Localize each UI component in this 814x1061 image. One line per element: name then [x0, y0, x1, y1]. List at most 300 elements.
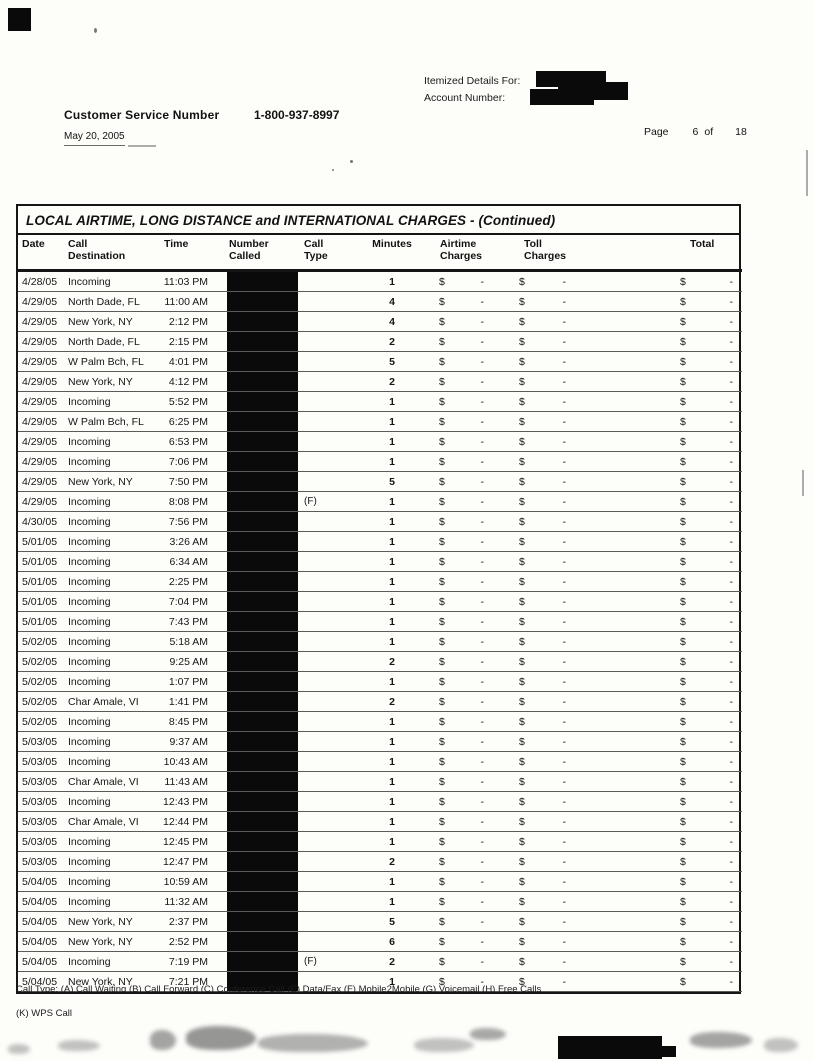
cell-time: 12:47 PM	[156, 852, 222, 872]
cell-airtime-charges	[426, 572, 510, 592]
currency-symbol: $	[439, 415, 445, 428]
cell-minutes: 1	[358, 732, 426, 752]
zero-amount: -	[562, 535, 566, 548]
cell-destination: Char Amale, VI	[64, 772, 156, 792]
cell-time: 10:59 AM	[156, 872, 222, 892]
zero-amount: -	[480, 755, 484, 768]
currency-symbol: $	[680, 955, 686, 968]
currency-symbol: $	[680, 355, 686, 368]
cell-destination: W Palm Bch, FL	[64, 352, 156, 372]
cell-number-called	[222, 912, 300, 932]
cell-toll-charges	[510, 652, 606, 672]
zero-amount: -	[480, 515, 484, 528]
cell-destination: Incoming	[64, 732, 156, 752]
zero-amount: -	[729, 415, 733, 428]
cell-call-type	[300, 872, 358, 892]
redaction-box	[227, 832, 298, 851]
cell-destination: Incoming	[64, 552, 156, 572]
cell-date: 5/02/05	[18, 672, 64, 692]
cell-destination: Incoming	[64, 872, 156, 892]
cell-airtime-charges	[426, 692, 510, 712]
zero-amount: -	[729, 575, 733, 588]
zero-amount: -	[729, 735, 733, 748]
cell-airtime-charges	[426, 472, 510, 492]
call-row	[18, 652, 742, 672]
cell-date: 5/01/05	[18, 552, 64, 572]
cell-call-type	[300, 692, 358, 712]
cell-minutes: 1	[358, 632, 426, 652]
cell-time: 7:56 PM	[156, 512, 222, 532]
cell-minutes: 5	[358, 352, 426, 372]
cell-number-called	[222, 772, 300, 792]
scan-mark	[806, 150, 808, 196]
currency-symbol: $	[439, 595, 445, 608]
currency-symbol: $	[519, 935, 525, 948]
cell-date: 5/04/05	[18, 872, 64, 892]
zero-amount: -	[562, 715, 566, 728]
cell-call-type	[300, 792, 358, 812]
zero-amount: -	[562, 435, 566, 448]
cell-number-called	[222, 452, 300, 472]
cell-call-type	[300, 812, 358, 832]
zero-amount: -	[729, 895, 733, 908]
cell-minutes: 1	[358, 612, 426, 632]
cell-time: 7:21 PM	[156, 972, 222, 992]
scan-smudge	[690, 1032, 752, 1048]
currency-symbol: $	[439, 895, 445, 908]
cell-number-called	[222, 432, 300, 452]
cell-number-called	[222, 792, 300, 812]
cell-call-type	[300, 512, 358, 532]
cell-toll-charges	[510, 332, 606, 352]
cell-destination: Incoming	[64, 712, 156, 732]
wps-note: (K) WPS Call	[16, 1008, 72, 1019]
cell-total	[606, 912, 742, 932]
call-row	[18, 332, 742, 352]
cell-number-called	[222, 292, 300, 312]
currency-symbol: $	[680, 675, 686, 688]
call-row	[18, 592, 742, 612]
call-row	[18, 512, 742, 532]
cell-time: 7:43 PM	[156, 612, 222, 632]
zero-amount: -	[729, 695, 733, 708]
zero-amount: -	[562, 655, 566, 668]
cell-date: 4/29/05	[18, 332, 64, 352]
redaction-box	[227, 692, 298, 711]
zero-amount: -	[562, 515, 566, 528]
zero-amount: -	[562, 775, 566, 788]
cell-date: 5/03/05	[18, 752, 64, 772]
call-row	[18, 412, 742, 432]
currency-symbol: $	[519, 795, 525, 808]
zero-amount: -	[562, 495, 566, 508]
call-row	[18, 672, 742, 692]
cell-call-type	[300, 332, 358, 352]
cell-number-called	[222, 732, 300, 752]
zero-amount: -	[729, 715, 733, 728]
zero-amount: -	[729, 915, 733, 928]
redaction-box	[227, 312, 298, 331]
call-row	[18, 352, 742, 372]
cell-number-called	[222, 652, 300, 672]
cell-total	[606, 292, 742, 312]
currency-symbol: $	[680, 575, 686, 588]
cell-date: 4/29/05	[18, 452, 64, 472]
cell-minutes: 1	[358, 452, 426, 472]
currency-symbol: $	[439, 795, 445, 808]
cell-toll-charges	[510, 452, 606, 472]
zero-amount: -	[562, 695, 566, 708]
zero-amount: -	[729, 555, 733, 568]
cell-total	[606, 332, 742, 352]
zero-amount: -	[480, 695, 484, 708]
cell-call-type	[300, 732, 358, 752]
cell-destination: Incoming	[64, 532, 156, 552]
cell-date: 5/01/05	[18, 612, 64, 632]
scan-smudge	[8, 1044, 30, 1054]
currency-symbol: $	[680, 855, 686, 868]
currency-symbol: $	[519, 915, 525, 928]
currency-symbol: $	[439, 695, 445, 708]
cell-total	[606, 772, 742, 792]
customer-service-label: Customer Service Number	[64, 108, 220, 122]
cell-time: 6:34 AM	[156, 552, 222, 572]
call-table-body	[18, 271, 742, 992]
account-number-label: Account Number:	[424, 92, 506, 104]
redaction-box	[227, 672, 298, 691]
zero-amount: -	[729, 675, 733, 688]
currency-symbol: $	[439, 335, 445, 348]
cell-call-type	[300, 912, 358, 932]
cell-number-called	[222, 952, 300, 972]
cell-airtime-charges	[426, 792, 510, 812]
col-minutes: Minutes	[358, 235, 426, 271]
currency-symbol: $	[680, 655, 686, 668]
cell-total	[606, 412, 742, 432]
call-row	[18, 612, 742, 632]
cell-total	[606, 892, 742, 912]
cell-date: 5/04/05	[18, 932, 64, 952]
zero-amount: -	[480, 935, 484, 948]
cell-toll-charges	[510, 672, 606, 692]
zero-amount: -	[480, 555, 484, 568]
currency-symbol: $	[519, 395, 525, 408]
zero-amount: -	[562, 575, 566, 588]
zero-amount: -	[729, 495, 733, 508]
redaction-box	[227, 632, 298, 651]
cell-toll-charges	[510, 692, 606, 712]
zero-amount: -	[480, 915, 484, 928]
zero-amount: -	[729, 855, 733, 868]
cell-toll-charges	[510, 572, 606, 592]
cell-call-type	[300, 552, 358, 572]
cell-total	[606, 952, 742, 972]
currency-symbol: $	[519, 555, 525, 568]
zero-amount: -	[480, 975, 484, 988]
cell-destination: Incoming	[64, 392, 156, 412]
redaction-box	[227, 612, 298, 631]
cell-minutes: 2	[358, 952, 426, 972]
cell-date: 5/02/05	[18, 712, 64, 732]
cell-time: 11:43 AM	[156, 772, 222, 792]
zero-amount: -	[480, 855, 484, 868]
cell-minutes: 2	[358, 372, 426, 392]
currency-symbol: $	[519, 635, 525, 648]
currency-symbol: $	[680, 775, 686, 788]
cell-toll-charges	[510, 412, 606, 432]
zero-amount: -	[562, 835, 566, 848]
call-row	[18, 932, 742, 952]
cell-minutes: 6	[358, 932, 426, 952]
cell-call-type	[300, 432, 358, 452]
currency-symbol: $	[519, 295, 525, 308]
cell-destination: North Dade, FL	[64, 332, 156, 352]
currency-symbol: $	[439, 635, 445, 648]
call-row	[18, 812, 742, 832]
redaction-box	[227, 352, 298, 371]
cell-airtime-charges	[426, 292, 510, 312]
cell-time: 12:43 PM	[156, 792, 222, 812]
call-row	[18, 632, 742, 652]
cell-total	[606, 692, 742, 712]
page-total: 18	[735, 126, 747, 138]
zero-amount: -	[562, 875, 566, 888]
cell-minutes: 1	[358, 892, 426, 912]
cell-total	[606, 592, 742, 612]
cell-airtime-charges	[426, 912, 510, 932]
redaction-box	[558, 1036, 662, 1059]
call-row	[18, 752, 742, 772]
zero-amount: -	[480, 435, 484, 448]
cell-total	[606, 672, 742, 692]
cell-call-type: (F)	[300, 952, 358, 972]
redaction-box	[227, 372, 298, 391]
cell-call-type	[300, 932, 358, 952]
zero-amount: -	[562, 635, 566, 648]
zero-amount: -	[729, 335, 733, 348]
zero-amount: -	[729, 455, 733, 468]
cell-minutes: 5	[358, 472, 426, 492]
currency-symbol: $	[519, 755, 525, 768]
cell-minutes: 1	[358, 972, 426, 992]
cell-total	[606, 972, 742, 992]
cell-airtime-charges	[426, 612, 510, 632]
currency-symbol: $	[439, 655, 445, 668]
currency-symbol: $	[439, 395, 445, 408]
currency-symbol: $	[680, 635, 686, 648]
cell-airtime-charges	[426, 812, 510, 832]
zero-amount: -	[729, 935, 733, 948]
currency-symbol: $	[680, 895, 686, 908]
zero-amount: -	[729, 295, 733, 308]
cell-number-called	[222, 752, 300, 772]
cell-time: 7:50 PM	[156, 472, 222, 492]
zero-amount: -	[562, 295, 566, 308]
scan-mark	[128, 145, 156, 147]
call-row	[18, 372, 742, 392]
scan-speck	[332, 169, 334, 171]
currency-symbol: $	[519, 435, 525, 448]
cell-number-called	[222, 312, 300, 332]
cell-call-type	[300, 572, 358, 592]
zero-amount: -	[729, 875, 733, 888]
zero-amount: -	[729, 435, 733, 448]
cell-toll-charges	[510, 552, 606, 572]
cell-total	[606, 492, 742, 512]
cell-time: 8:45 PM	[156, 712, 222, 732]
currency-symbol: $	[519, 415, 525, 428]
col-call-type: Call Type	[300, 235, 358, 271]
currency-symbol: $	[519, 815, 525, 828]
redaction-box	[227, 932, 298, 951]
currency-symbol: $	[439, 515, 445, 528]
zero-amount: -	[480, 375, 484, 388]
zero-amount: -	[480, 575, 484, 588]
call-row	[18, 852, 742, 872]
cell-airtime-charges	[426, 452, 510, 472]
cell-time: 2:25 PM	[156, 572, 222, 592]
page-info	[644, 126, 747, 138]
scan-smudge	[764, 1038, 798, 1052]
redaction-box	[227, 852, 298, 871]
charges-table	[16, 204, 741, 994]
cell-minutes: 1	[358, 552, 426, 572]
currency-symbol: $	[439, 855, 445, 868]
cell-call-type	[300, 752, 358, 772]
cell-time: 9:37 AM	[156, 732, 222, 752]
currency-symbol: $	[439, 875, 445, 888]
zero-amount: -	[562, 355, 566, 368]
cell-time: 10:43 AM	[156, 752, 222, 772]
cell-number-called	[222, 512, 300, 532]
cell-toll-charges	[510, 492, 606, 512]
cell-airtime-charges	[426, 952, 510, 972]
cell-airtime-charges	[426, 772, 510, 792]
cell-destination: New York, NY	[64, 472, 156, 492]
currency-symbol: $	[519, 515, 525, 528]
cell-date: 4/29/05	[18, 492, 64, 512]
currency-symbol: $	[519, 535, 525, 548]
cell-call-type	[300, 412, 358, 432]
cell-date: 4/29/05	[18, 352, 64, 372]
cell-minutes: 4	[358, 292, 426, 312]
cell-number-called	[222, 552, 300, 572]
cell-time: 12:45 PM	[156, 832, 222, 852]
zero-amount: -	[729, 275, 733, 288]
currency-symbol: $	[680, 695, 686, 708]
redaction-box	[227, 472, 298, 491]
call-row	[18, 832, 742, 852]
zero-amount: -	[480, 355, 484, 368]
cell-number-called	[222, 592, 300, 612]
zero-amount: -	[729, 635, 733, 648]
zero-amount: -	[562, 595, 566, 608]
currency-symbol: $	[439, 355, 445, 368]
scan-speck	[94, 28, 97, 33]
cell-date: 4/29/05	[18, 312, 64, 332]
cell-minutes: 1	[358, 412, 426, 432]
cell-date: 5/01/05	[18, 532, 64, 552]
zero-amount: -	[562, 275, 566, 288]
call-row	[18, 692, 742, 712]
currency-symbol: $	[439, 815, 445, 828]
cell-time: 9:25 AM	[156, 652, 222, 672]
cell-date: 4/29/05	[18, 412, 64, 432]
zero-amount: -	[480, 475, 484, 488]
currency-symbol: $	[439, 715, 445, 728]
currency-symbol: $	[519, 675, 525, 688]
redaction-box	[227, 432, 298, 451]
redaction-box	[227, 392, 298, 411]
cell-total	[606, 752, 742, 772]
currency-symbol: $	[439, 675, 445, 688]
zero-amount: -	[562, 615, 566, 628]
cell-minutes: 1	[358, 832, 426, 852]
cell-airtime-charges	[426, 752, 510, 772]
currency-symbol: $	[439, 615, 445, 628]
cell-call-type	[300, 472, 358, 492]
cell-minutes: 1	[358, 672, 426, 692]
cell-minutes: 1	[358, 872, 426, 892]
cell-date: 5/04/05	[18, 972, 64, 992]
cell-total	[606, 932, 742, 952]
zero-amount: -	[729, 375, 733, 388]
cell-date: 5/01/05	[18, 572, 64, 592]
zero-amount: -	[729, 815, 733, 828]
currency-symbol: $	[680, 415, 686, 428]
cell-total	[606, 372, 742, 392]
currency-symbol: $	[519, 775, 525, 788]
cell-destination: Incoming	[64, 452, 156, 472]
cell-airtime-charges	[426, 512, 510, 532]
cell-total	[606, 852, 742, 872]
cell-airtime-charges	[426, 552, 510, 572]
zero-amount: -	[729, 775, 733, 788]
zero-amount: -	[480, 635, 484, 648]
cell-airtime-charges	[426, 492, 510, 512]
cell-destination: Incoming	[64, 652, 156, 672]
cell-destination: Char Amale, VI	[64, 692, 156, 712]
currency-symbol: $	[680, 715, 686, 728]
currency-symbol: $	[439, 755, 445, 768]
cell-toll-charges	[510, 292, 606, 312]
currency-symbol: $	[439, 315, 445, 328]
cell-destination: New York, NY	[64, 912, 156, 932]
currency-symbol: $	[680, 615, 686, 628]
zero-amount: -	[562, 815, 566, 828]
cell-time: 11:00 AM	[156, 292, 222, 312]
redaction-box	[227, 412, 298, 431]
currency-symbol: $	[519, 495, 525, 508]
call-row	[18, 472, 742, 492]
cell-total	[606, 652, 742, 672]
call-row	[18, 392, 742, 412]
cell-toll-charges	[510, 372, 606, 392]
currency-symbol: $	[519, 695, 525, 708]
cell-number-called	[222, 412, 300, 432]
cell-call-type	[300, 452, 358, 472]
cell-time: 8:08 PM	[156, 492, 222, 512]
currency-symbol: $	[519, 575, 525, 588]
zero-amount: -	[480, 275, 484, 288]
currency-symbol: $	[519, 735, 525, 748]
zero-amount: -	[480, 335, 484, 348]
cell-number-called	[222, 812, 300, 832]
cell-time: 7:19 PM	[156, 952, 222, 972]
cell-destination: Incoming	[64, 892, 156, 912]
cell-date: 4/29/05	[18, 432, 64, 452]
currency-symbol: $	[519, 855, 525, 868]
